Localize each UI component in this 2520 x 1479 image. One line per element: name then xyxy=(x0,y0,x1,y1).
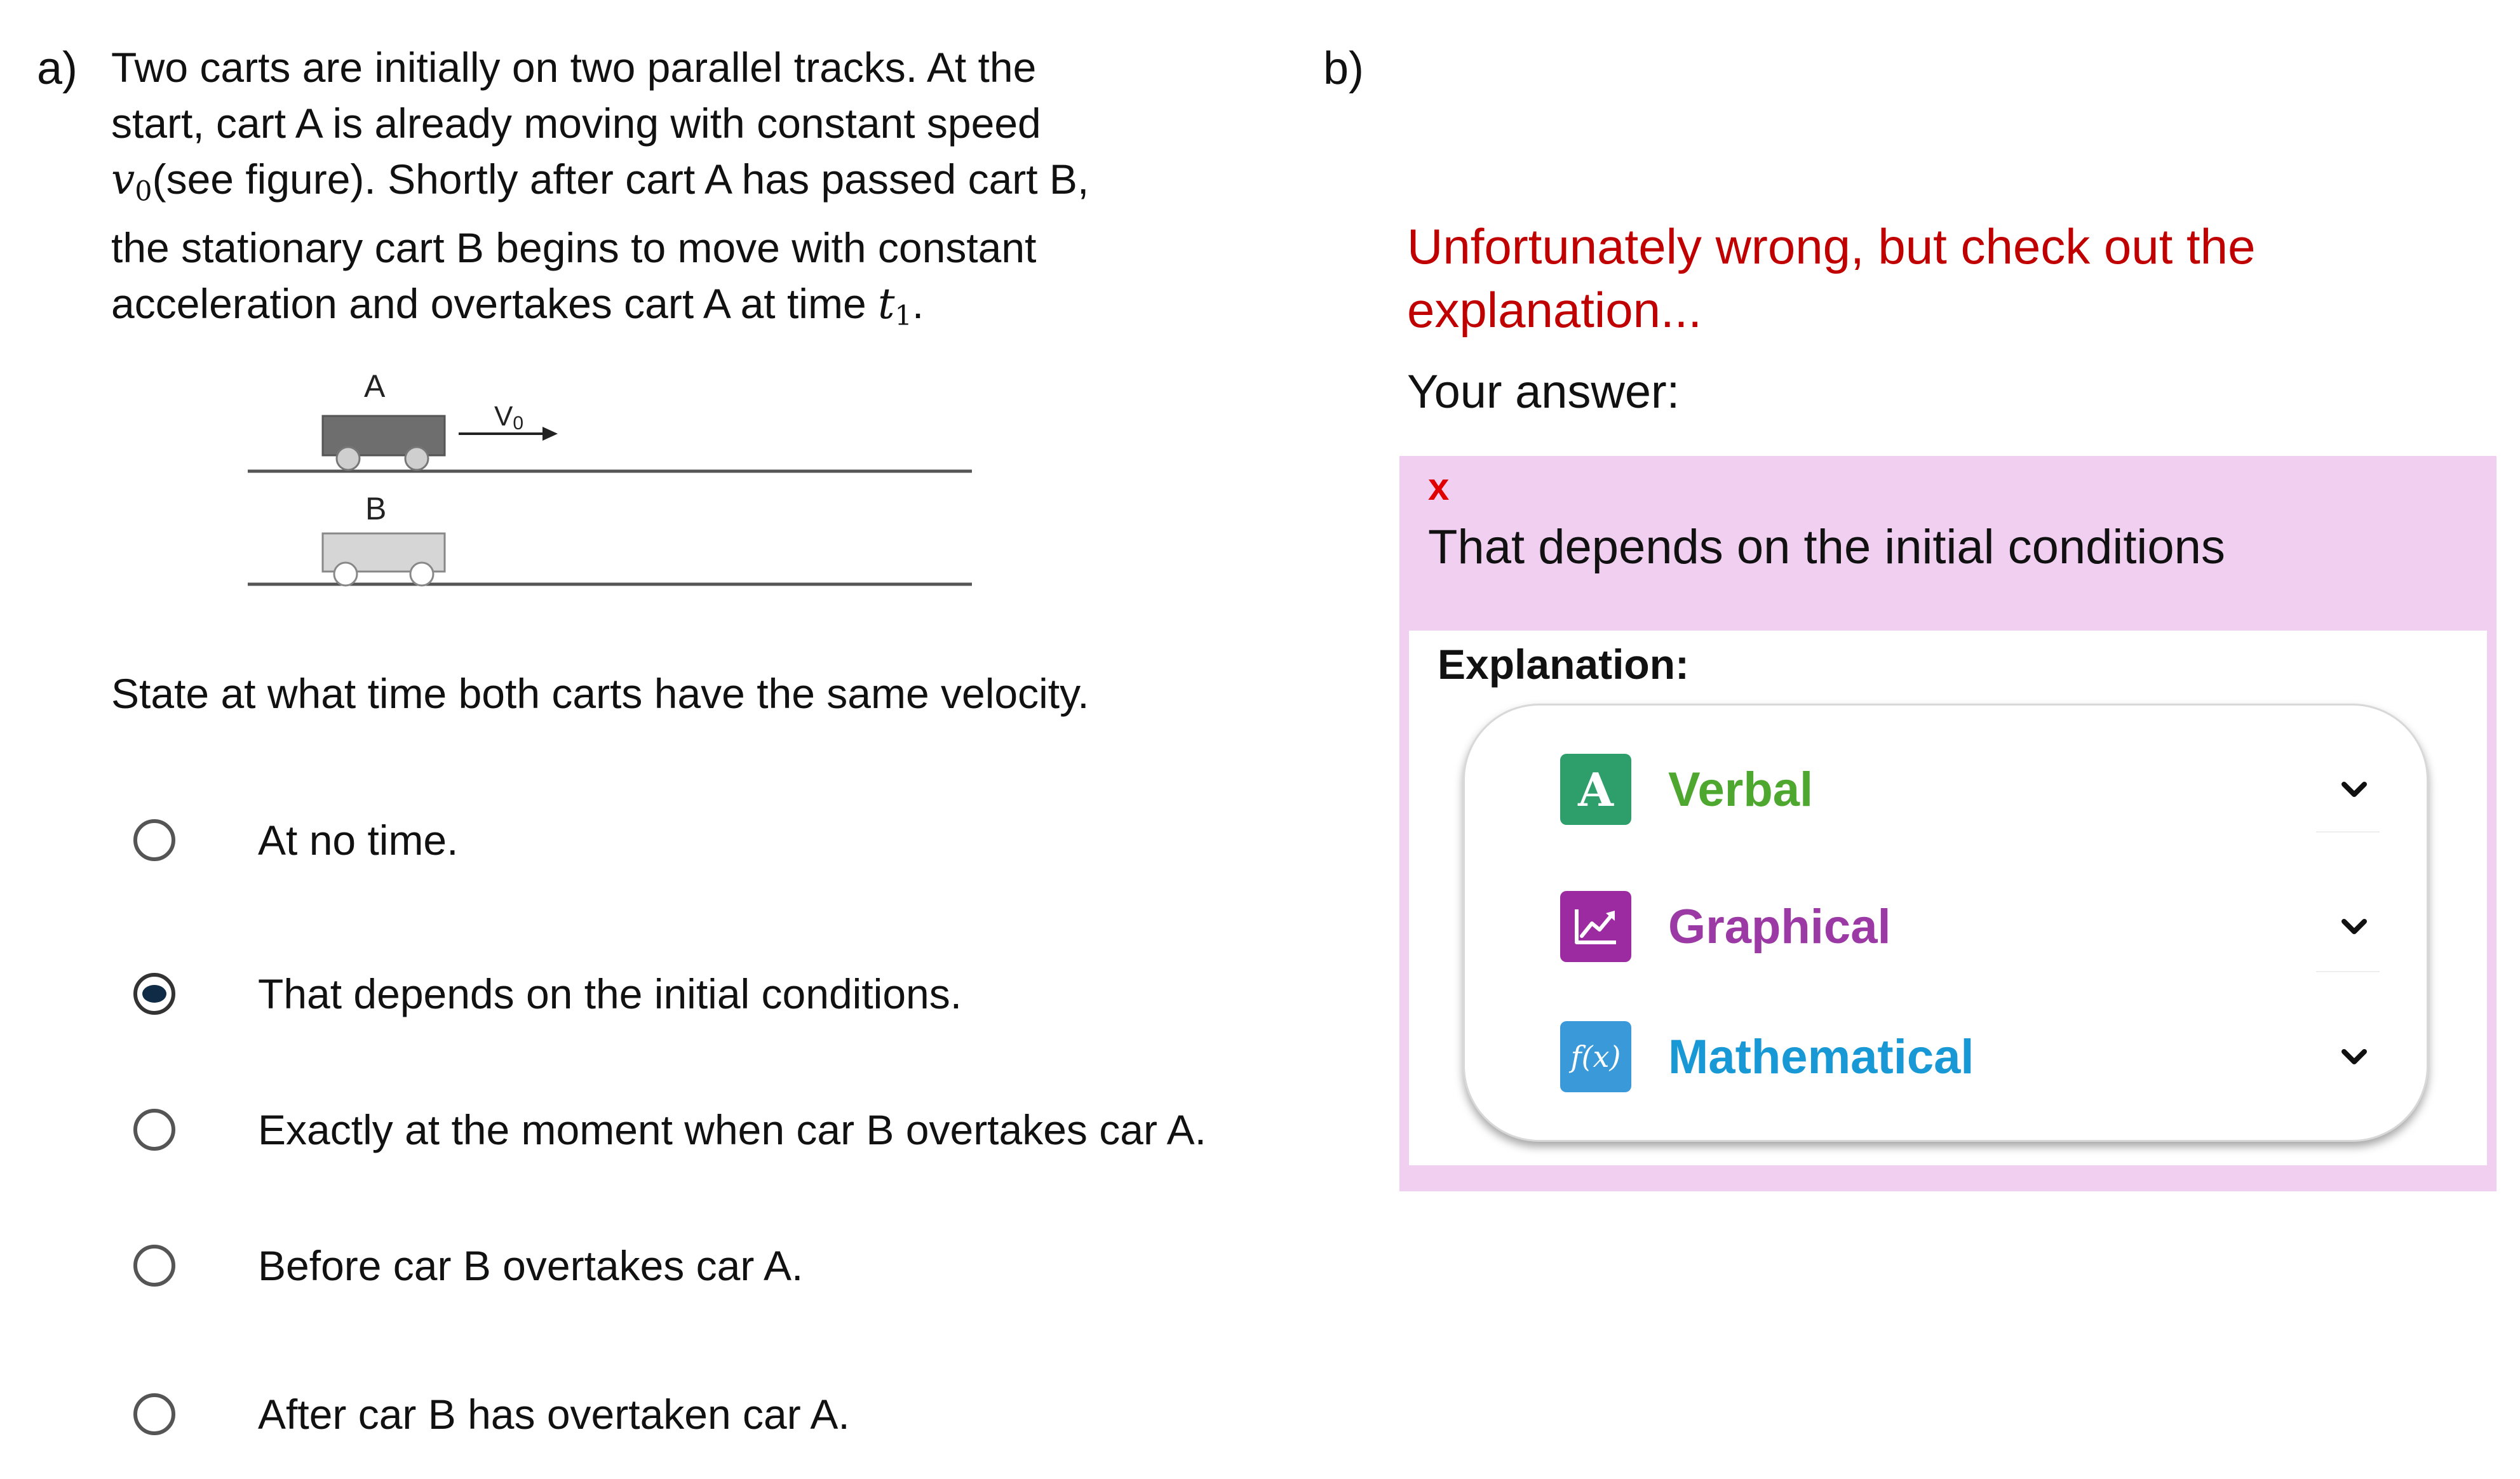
option-before-b-overtakes-a[interactable] xyxy=(133,1237,803,1294)
option-at-no-time[interactable] xyxy=(133,812,458,869)
option-after-b-overtook-a[interactable] xyxy=(133,1386,850,1443)
wrong-mark-icon: x xyxy=(1428,465,1450,508)
cart-a-label: A xyxy=(364,368,386,404)
cart-b-wheel-right xyxy=(410,563,433,586)
line-chart-icon xyxy=(1560,891,1631,962)
question-line-5: acceleration and overtakes cart A at time $t_1$. xyxy=(111,279,924,332)
explanation-title: Explanation: xyxy=(1438,641,1690,688)
radio-button[interactable] xyxy=(133,819,175,861)
accordion-label-mathematical: Mathematical xyxy=(1668,1029,1974,1084)
question-line-1: Two carts are initially on two parallel tracks. At the xyxy=(111,44,1037,91)
letter-a-icon: A xyxy=(1560,754,1631,825)
explanation-accordion xyxy=(1463,704,2429,1142)
option-depends-initial-conditions[interactable] xyxy=(133,965,962,1022)
feedback-message xyxy=(1407,215,2487,342)
accordion-separator xyxy=(2316,971,2380,972)
cart-a-wheel-right xyxy=(405,447,428,470)
panel-b-label: b) xyxy=(1323,43,1364,94)
question-line-3: $v_0(see$ figure). Shortly after cart A has passed cart B, xyxy=(111,155,1089,208)
radio-selected-dot xyxy=(142,985,166,1003)
question-text xyxy=(111,39,1255,344)
radio-button[interactable] xyxy=(133,1245,175,1287)
your-answer-label: Your answer: xyxy=(1407,365,1680,418)
option-when-b-overtakes-a[interactable] xyxy=(133,1101,1206,1158)
radio-button[interactable] xyxy=(133,1109,175,1151)
cart-a-wheel-left xyxy=(337,447,360,470)
function-icon: f(x) xyxy=(1560,1021,1631,1092)
panel-a-label: a) xyxy=(37,43,78,94)
t1-symbol: $t_1$ xyxy=(877,279,912,332)
cart-b-label: B xyxy=(365,491,387,526)
cart-b-wheel-left xyxy=(334,563,357,586)
accordion-label-graphical: Graphical xyxy=(1668,899,1891,954)
question-line-4: the stationary cart B begins to move with constant xyxy=(111,224,1037,271)
chevron-down-icon[interactable] xyxy=(2335,770,2373,808)
velocity-label: V0 xyxy=(494,401,524,434)
option-label: Before car B overtakes car A. xyxy=(258,1242,804,1289)
carts-figure-svg xyxy=(241,362,991,603)
chevron-down-icon[interactable] xyxy=(2335,1038,2373,1076)
question-prompt: State at what time both carts have the same velocity. xyxy=(111,670,1089,717)
accordion-separator xyxy=(2316,831,2380,833)
option-label: After car B has overtaken car A. xyxy=(258,1391,850,1438)
feedback-line-2: explanation... xyxy=(1407,282,1702,338)
radio-button-selected[interactable] xyxy=(133,973,175,1015)
velocity-arrowhead xyxy=(542,427,558,441)
option-label: Exactly at the moment when car B overtakes car A. xyxy=(258,1106,1206,1153)
chevron-down-icon[interactable] xyxy=(2335,907,2373,946)
accordion-item-verbal[interactable] xyxy=(1560,748,2373,831)
selected-answer-text: That depends on the initial conditions xyxy=(1428,520,2225,574)
accordion-item-graphical[interactable] xyxy=(1560,885,2373,968)
carts-figure xyxy=(241,362,991,603)
option-label: At no time. xyxy=(258,817,459,864)
question-line-2: start, cart A is already moving with constant speed xyxy=(111,100,1041,147)
option-label: That depends on the initial conditions. xyxy=(258,970,962,1017)
accordion-item-mathematical[interactable] xyxy=(1560,1015,2373,1098)
feedback-line-1: Unfortunately wrong, but check out the xyxy=(1407,218,2256,274)
v0-symbol: $v_0$ xyxy=(111,155,152,208)
radio-button[interactable] xyxy=(133,1393,175,1435)
accordion-label-verbal: Verbal xyxy=(1668,762,1814,817)
